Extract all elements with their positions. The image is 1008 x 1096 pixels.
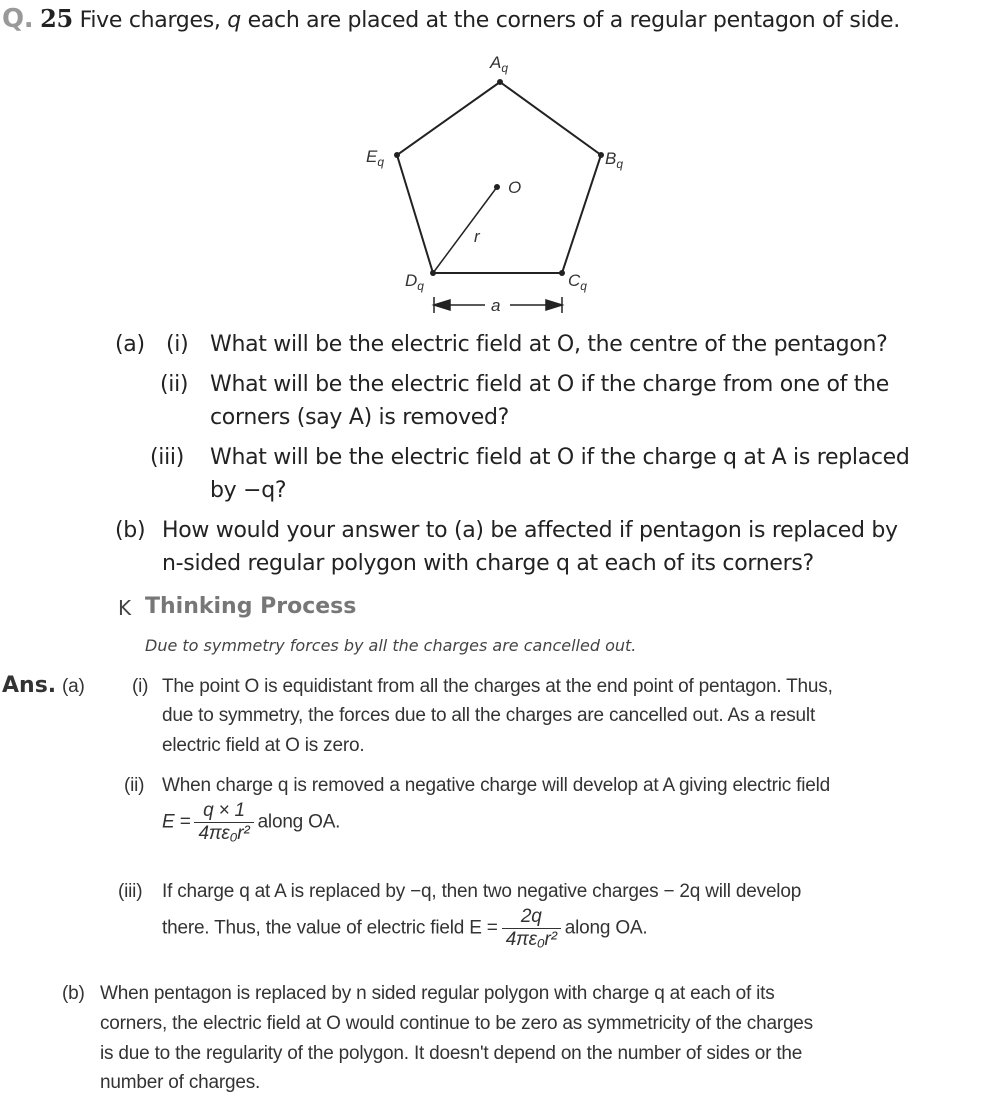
- answer-b-1: When pentagon is replaced by n sided regular polygon with charge q at each of its: [100, 983, 775, 1004]
- answer-i-2: due to symmetry, the forces due to all the charges are cancelled out. As a result: [162, 705, 816, 726]
- part-a-i-label: (i): [166, 332, 189, 357]
- answer-i-3: electric field at O is zero.: [162, 735, 365, 756]
- radius-line: [433, 187, 497, 273]
- q-var: q: [227, 8, 241, 33]
- answer-b-2: corners, the electric field at O would continue to be zero as symmetricity of the charges: [100, 1013, 813, 1034]
- fraction: $\frac{2q}{\text{4πε₀r²}}$: [502, 906, 561, 951]
- label-A: $A_q$: [490, 53, 509, 75]
- answer-ii-1: When charge q is removed a negative charge will develop at A giving electric field: [162, 775, 830, 796]
- answer-ii-equation: E = $\frac{q \times 1}{\text{4πε₀r²}}$ along OA.: [162, 800, 341, 844]
- part-b-1: How would your answer to (a) be affected if pentagon is replaced by: [162, 518, 898, 543]
- part-a-ii-label: (ii): [160, 372, 189, 397]
- answer-label: Ans.: [2, 673, 57, 698]
- thinking-title: Thinking Process: [145, 594, 357, 619]
- pentagon-diagram: [0, 0, 1008, 330]
- answer-i-1: The point O is equidistant from all the charges at the end point of pentagon. Thus,: [162, 676, 833, 697]
- question-marker: Q.: [2, 4, 34, 34]
- label-D: $D_q$: [405, 271, 424, 293]
- label-a: a: [491, 296, 501, 315]
- label-O: O: [508, 178, 522, 197]
- part-b-label: (b): [115, 518, 146, 543]
- answer-iii-equation: there. Thus, the value of electric field E = $\frac{2q}{\text{4πε₀r²}}$ along OA.: [162, 906, 648, 950]
- label-r: r: [474, 227, 480, 246]
- part-a-ii-2: corners (say A) is removed?: [210, 405, 510, 430]
- question-text-pre: Five charges,: [79, 8, 228, 33]
- question-text-post: each are placed at the corners of a regular pentagon of side.: [240, 8, 900, 33]
- part-a-iii-1: What will be the electric field at O if the charge q at A is replaced: [210, 445, 910, 470]
- part-a-label: (a): [115, 332, 145, 357]
- part-a-iii-2: by −q?: [210, 478, 287, 503]
- label-E: $E_q$: [366, 147, 385, 169]
- label-C: $C_q$: [568, 271, 587, 293]
- thinking-bullet: K: [118, 596, 132, 620]
- answer-b-label: (b): [62, 983, 85, 1004]
- part-b-2: n-sided regular polygon with charge q at each of its corners?: [162, 551, 814, 576]
- answer-i-label: (i): [132, 676, 149, 697]
- label-B: $B_q$: [605, 149, 624, 171]
- question-number: 25: [40, 4, 73, 33]
- answer-b-3: is due to the regularity of the polygon. It doesn't depend on the number of sides or the: [100, 1043, 803, 1064]
- part-a-ii-1: What will be the electric field at O if the charge from one of the: [210, 372, 889, 397]
- answer-iii-label: (iii): [118, 881, 143, 902]
- answer-b-4: number of charges.: [100, 1072, 261, 1093]
- fraction: $\frac{q \times 1}{\text{4πε₀r²}}$: [194, 800, 253, 845]
- answer-ii-label: (ii): [124, 775, 145, 796]
- part-a-i: What will be the electric field at O, the centre of the pentagon?: [210, 332, 888, 357]
- answer-a-label: (a): [62, 676, 85, 697]
- thinking-text: Due to symmetry forces by all the charges are cancelled out.: [145, 636, 637, 655]
- part-a-iii-label: (iii): [150, 445, 185, 470]
- pentagon: [397, 82, 601, 273]
- answer-iii-1: If charge q at A is replaced by −q, then two negative charges − 2q will develop: [162, 881, 802, 902]
